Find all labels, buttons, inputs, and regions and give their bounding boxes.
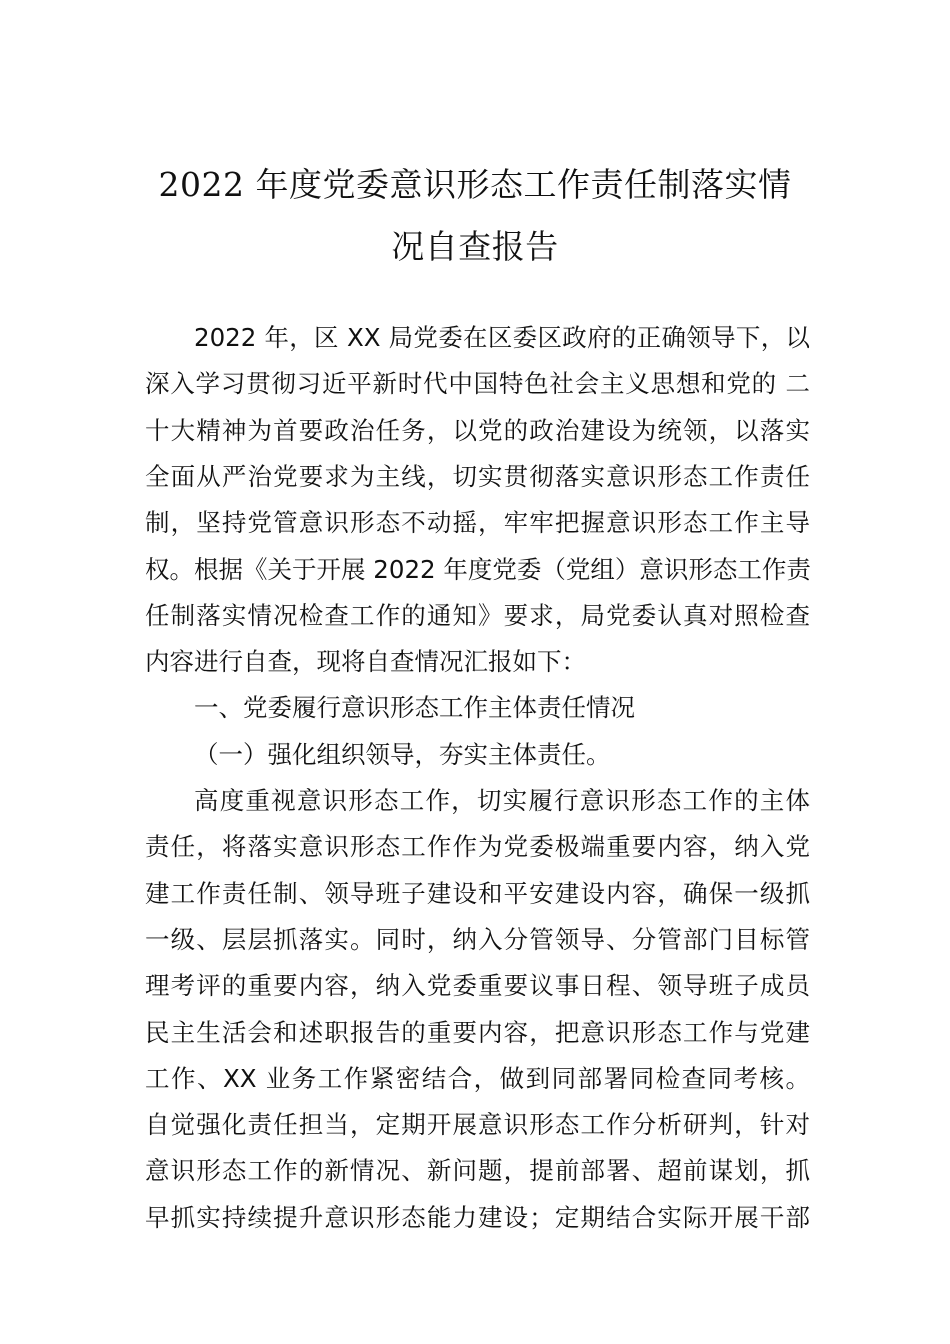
body-line: 理考评的重要内容，纳入党委重要议事日程、领导班子成员 bbox=[145, 971, 810, 1001]
body-line: （一）强化组织领导，夯实主体责任。 bbox=[194, 739, 611, 769]
body-line: 2022 年，区 XX 局党委在区委区政府的正确领导下，以 bbox=[194, 323, 810, 352]
body-line: 建工作责任制、领导班子建设和平安建设内容，确保一级抓 bbox=[145, 878, 810, 908]
body-line: 责任，将落实意识形态工作作为党委极端重要内容，纳入党 bbox=[145, 832, 810, 862]
document-title-line-2: 况自查报告 bbox=[391, 227, 559, 266]
body-line: 全面从严治党要求为主线，切实贯彻落实意识形态工作责任 bbox=[145, 461, 810, 491]
body-line: 一、党委履行意识形态工作主体责任情况 bbox=[194, 693, 635, 723]
document-title-line-1: 2022 年度党委意识形态工作责任制落实情 bbox=[158, 165, 792, 204]
body-line: 任制落实情况检查工作的通知》要求，局党委认真对照检查 bbox=[145, 600, 810, 630]
body-line: 民主生活会和述职报告的重要内容，把意识形态工作与党建 bbox=[145, 1017, 810, 1047]
body-line: 意识形态工作的新情况、新问题，提前部署、超前谋划，抓 bbox=[145, 1156, 810, 1186]
body-line: 制，坚持党管意识形态不动摇，牢牢把握意识形态工作主导 bbox=[145, 508, 810, 538]
body-line: 十大精神为首要政治任务，以党的政治建设为统领，以落实 bbox=[145, 415, 810, 445]
body-line: 早抓实持续提升意识形态能力建设；定期结合实际开展干部 bbox=[145, 1202, 810, 1232]
body-line: 内容进行自查，现将自查情况汇报如下： bbox=[145, 647, 586, 677]
body-line: 一级、层层抓落实。同时，纳入分管领导、分管部门目标管 bbox=[145, 924, 810, 954]
body-line: 工作、XX 业务工作紧密结合，做到同部署同检查同考核。 bbox=[145, 1063, 810, 1093]
body-line: 深入学习贯彻习近平新时代中国特色社会主义思想和党的 二 bbox=[145, 369, 810, 399]
body-line: 权。根据《关于开展 2022 年度党委（党组）意识形态工作责 bbox=[145, 554, 811, 584]
body-line: 自觉强化责任担当，定期开展意识形态工作分析研判，针对 bbox=[145, 1110, 810, 1140]
body-line: 高度重视意识形态工作，切实履行意识形态工作的主体 bbox=[194, 786, 810, 815]
